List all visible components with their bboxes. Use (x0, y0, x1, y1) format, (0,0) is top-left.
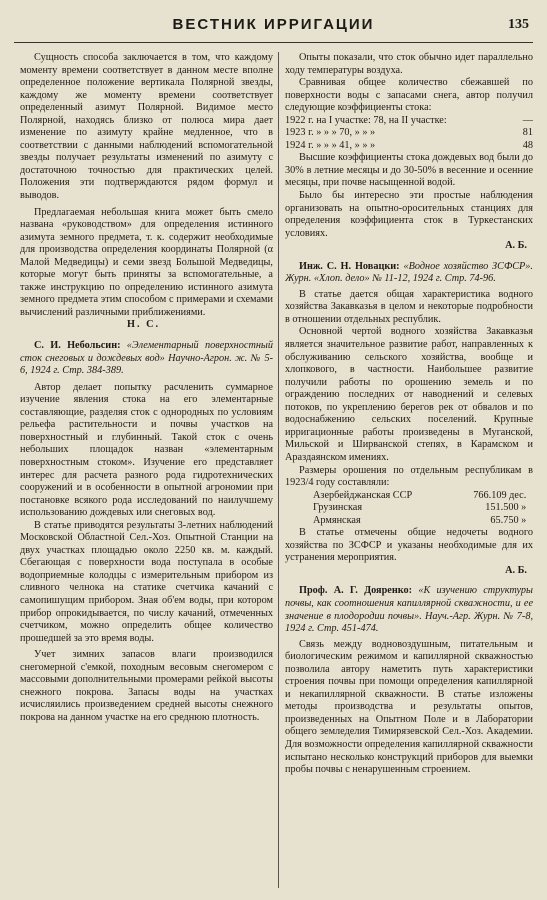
citation-title: «Элементарный поверхностный сток снеговых и дождевых вод» (20, 340, 273, 364)
table-row (285, 127, 533, 140)
table-cell: 1923 г. » » » 70, » » » (285, 127, 376, 139)
page-number: 135 (508, 17, 529, 32)
table-row (313, 502, 526, 515)
citation-source: Науч.-Агр. Журн. № 7-8, 1924 г. Стр. 451-474. (285, 610, 533, 635)
runoff-coefficient-table (285, 115, 533, 153)
journal-title: ВЕСТНИК ИРРИГАЦИИ (172, 16, 375, 33)
paragraph: Предлагаемая небольшая книга может быть смело названа «руководством» для определения истинного азимута земного предмета, т. к. содержит необходимые для производства определения координаты Полярной (α Малой Медведицы) и семи звезд Большой Медведицы, которые могут быть приняты за вспомогательные, а также инструкцию по определению истинного азимута земного предмета этим способом с примерами и схемами вычислений различными приближениями. (20, 206, 273, 318)
table-row (313, 490, 526, 503)
table-cell: Азербейджанская ССР (313, 489, 413, 501)
paragraph: Основной чертой водного хозяйства Закавказья является значительное развитие работ, направленных к обслуживанию сельского хозяйства, вообще и хлопкового, в частности. Наибольшее развитие получили работы по орошению земель и по ограждению последних от наводнений и селевых потоков, по укреплению берегов рек от обвалов и по водоснабжению сельских поселений. Крупные ирригационные работы произведены в Муганской, Мильской и Ширванской степях, в Карамском и Араздаянском имениях. (285, 326, 533, 463)
citation-source: Научно-Агрон. ж. № 5-6, 1924 г. Стр. 384-389. (20, 352, 273, 377)
paragraph: Автор делает попытку расчленить суммарное изучение явления стока на его элементарные составляющие, разделяя сток с однородных по условиям рельефа растительности и почвы участков на поверхностный и глубинный. Такой сток с очень небольших площадок назван «элементарным поверхностным стоком». Изучение его представляет интерес для расчета разного рода гидротехнических сооружений и в особенности в опытной агрономии при постановке всякого рода исследований по наилучшему использованию дождевых или снеговых вод. (20, 381, 273, 519)
paragraph: Размеры орошения по отдельным республикам в 1923/4 году составляли: (285, 464, 533, 489)
table-cell: Армянская (313, 514, 361, 526)
paragraph: Было бы интересно эти простые наблюдения организовать на опытно-оросительных станциях для определения коэффициента сток в Туркестанских условиях. (285, 190, 533, 239)
right-column (285, 52, 533, 892)
paragraph: В статье отмечены общие недочеты водного хозяйства по ЗСФСР и указаны необходимые для их устранения мероприятия. (285, 527, 533, 564)
table-row (285, 140, 533, 153)
citation-source: Журн. «Хлоп. дело» № 11-12, 1924 г. Стр. 74-96. (285, 273, 496, 285)
review-citation (20, 340, 273, 378)
review-signature: Н. С. (126, 319, 161, 331)
review-signature: А. Б. (505, 240, 527, 252)
citation-author: Инж. С. Н. Новацки: (299, 260, 400, 272)
table-cell: 766.109 дес. (473, 489, 527, 501)
citation-author: С. И. Небольсин: (34, 340, 121, 352)
review-citation (285, 585, 533, 635)
table-row (285, 115, 533, 128)
paragraph: Связь между водновоздушным, питательным и биологическим режимом и капиллярной скважностью позволила автору наметить путь характеристики строения почвы при помощи определения капиллярной и некапиллярной скважности. В статье изложены методы производства и результаты опытов, произведенных на Опытном Поле и в Лаборатории общего земледелия Тимирязевской Сел.-Хоз. Академии. Для возможности определения капиллярной скважности испытано несколько конструкций приборов для выемки пробы почвы с ненарушенным строением. (285, 638, 533, 776)
table-cell: 48 (522, 139, 533, 151)
left-column (20, 52, 273, 892)
paragraph: Высшие коэффициенты стока дождевых вод были до 30% в летние месяцы и до 30-50% в весенние и осенние месяцы, при почве насыщенной водой. (285, 152, 533, 189)
table-cell: 1924 г. » » » 41, » » » (285, 139, 376, 151)
table-cell: 151.500 » (485, 502, 527, 514)
table-cell: 81 (522, 127, 533, 139)
table-row (313, 515, 526, 528)
paragraph: Учет зимних запасов влаги производился снегомерной с'емкой, походным весовым снегомером с массовыми дополнительными промерами рейкой высоты снежного покрова. Запасы воды на участках исчисляились произведением средней высоты снежного покрова на данном участке на его среднюю плотность. (20, 649, 273, 723)
paragraph: В статье приводятся результаты 3-летних наблюдений Московской Областной Сел.-Хоз. Опытной Станции на двух участках площадью около 2250 кв. м. каждый. Сбегающая с поверхности вода поступала в особые водоприемные колодцы с измерительным прибором из сливного челнока на статике счетчика качаний с самопишущим прибором. Зная об'ем воды, при котором прибор опрокидывается, по числу качаний, отмеченных счетчиком, можно определить общее количество прошедшей за это время воды. (20, 519, 273, 644)
column-divider (278, 52, 279, 888)
paragraph: В статье дается общая характеристика водного хозяйства Закавказья в целом и некоторые подробности в отношении отдельных республик. (285, 288, 533, 325)
table-cell: Грузинская (313, 502, 363, 514)
irrigation-area-table (313, 490, 526, 528)
paragraph: Сущность способа заключается в том, что каждому моменту времени соответствует в данном месте вполне определенное положение вертикала Полярной звезды, каждому же моменту времени соответствует определенный азимут Полярной. Видимое место Полярной, находясь близко от полюса мира дает изменение по азимуту крайне медленное, что в соответствии с данными наблюдений вспомогательной звезды получает результаты изменений по азимуту с достаточною точностью для практических целей. Положения эти подтверждаются рядом формул и выводов. (20, 52, 273, 202)
paragraph: Опыты показали, что сток обычно идет параллельно ходу температуры воздуха. (285, 52, 533, 76)
review-signature: А. Б. (505, 564, 527, 576)
paragraph: Сравнивая общее количество сбежавшей по поверхности воды с запасами снега, автор получил следующие коэффициенты стока: (285, 77, 533, 114)
running-header (14, 12, 533, 43)
citation-title: «Водное хозяйство ЗСФСР». (403, 260, 533, 272)
table-cell: 65.750 » (490, 514, 527, 526)
table-cell: — (522, 114, 533, 126)
table-cell: 1922 г. на I участке: 78, на II участке: (285, 114, 447, 126)
review-citation (285, 261, 533, 286)
citation-title: «К изучению структуры почвы, как соотношения капиллярной скважности, и ее значение в плодородии почвы». (285, 585, 533, 622)
citation-author: Проф. А. Г. Дояренко: (299, 585, 413, 597)
